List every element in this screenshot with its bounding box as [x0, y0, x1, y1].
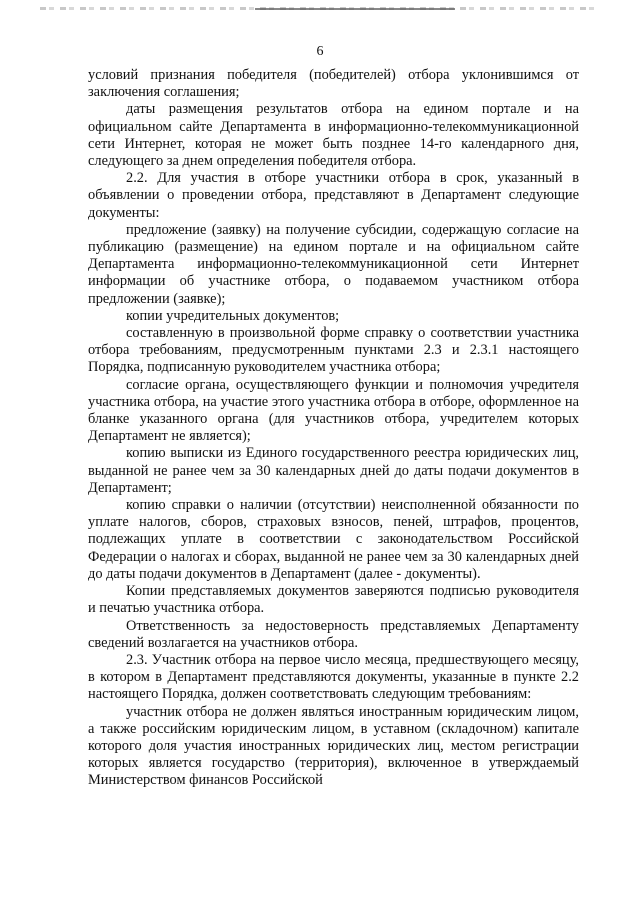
document-body	[88, 67, 579, 790]
paragraph: 2.2. Для участия в отборе участники отбора в срок, указанный в объявлении о проведении отбора, представляют в Департамент следующие документы:	[88, 170, 579, 221]
paragraph: Копии представляемых документов заверяются подписью руководителя и печатью участника отбора.	[88, 583, 579, 617]
paragraph: Ответственность за недостоверность представляемых Департаменту сведений возлагается на участников отбора.	[88, 617, 579, 651]
paragraph: копии учредительных документов;	[126, 307, 340, 324]
paragraph: условий признания победителя (победителей) отбора уклонившимся от заключения соглашения;	[88, 67, 579, 101]
paragraph: составленную в произвольной форме справку о соответствии участника отбора требованиям, предусмотренным пунктами 2.3 и 2.3.1 настоящего Порядка, подписанную руководителем участника отбора;	[88, 325, 579, 376]
paragraph: копию выписки из Единого государственного реестра юридических лиц, выданной не ранее чем за 30 календарных дней до даты подачи документов в Департамент;	[88, 445, 579, 496]
paragraph: копию справки о наличии (отсутствии) неисполненной обязанности по уплате налогов, сборов, страховых взносов, пеней, штрафов, процентов, подлежащих уплате в соответствии с законодательством Российской Федерации о налогах и сборах, выданной не ранее чем за 30 календарных дней до даты подачи документов в Департамент (далее - документы).	[88, 497, 579, 582]
paragraph: согласие органа, осуществляющего функции и полномочия учредителя участника отбора, на участие этого участника отбора в отборе, оформленное на бланке указанного органа (для участников отбора, учредителем которых Департамент не является);	[88, 376, 579, 445]
scan-artifact-line-dark	[255, 8, 455, 10]
paragraph: участник отбора не должен являться иностранным юридическим лицом, а также российским юридическим лицом, в уставном (складочном) капитале которого доля участия иностранных юридических лиц, местом регистрации которых является государство (территория), включенное в утверждаемый Министерством финансов Российской	[88, 703, 579, 789]
paragraph: предложение (заявку) на получение субсидии, содержащую согласие на публикацию (размещение) на едином портале и на официальном сайте Департамента информационно-телекоммуникационной сети Интернет информации об участнике отбора, о подаваемом участником отбора предложении (заявке);	[88, 221, 579, 307]
paragraph: 2.3. Участник отбора на первое число месяца, предшествующего месяцу, в котором в Департамент представляются документы, указанные в пункте 2.2 настоящего Порядка, должен соответствовать следующим требованиям:	[88, 651, 579, 703]
paragraph: даты размещения результатов отбора на едином портале и на официальном сайте Департамента в информационно-телекоммуникационной сети Интернет, которая не может быть позднее 14-го календарного дня, следующего за днем определения победителя отбора.	[88, 101, 579, 170]
page-number: 6	[316, 44, 324, 59]
